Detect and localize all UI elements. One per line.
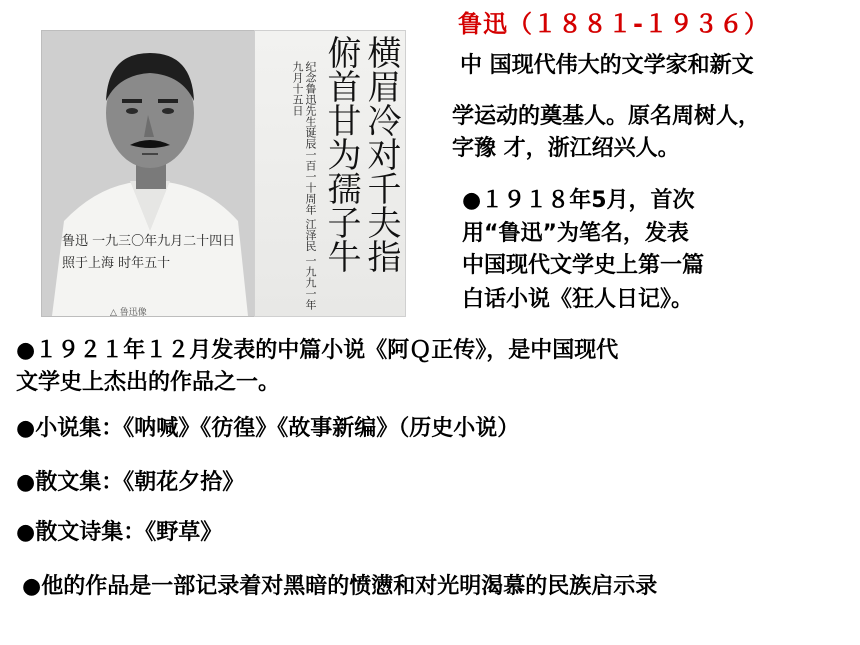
- calligraphy-panel: [254, 30, 406, 317]
- bullet-prose-poems: ●散文诗集：《野草》: [16, 520, 223, 545]
- bullet-1921-line-2: 文学史上杰出的作品之一。: [16, 370, 281, 395]
- bullet-novels: ●小说集：《呐喊》《彷徨》《故事新编》（历史小说）: [16, 416, 520, 441]
- bullet-1918-line-2: 用“鲁迅”为笔名，发表: [462, 221, 689, 246]
- bullet-1918-line-1: ●１９１８年5月，首次: [462, 188, 695, 213]
- photo-signature: 鲁迅 一九三〇年九月二十四日照于上海 时年五十: [62, 234, 236, 271]
- photo-caption: △ 鲁迅像: [110, 308, 147, 318]
- portrait-photo: [41, 30, 256, 317]
- bullet-1918-line-3: 中国现代文学史上第一篇: [462, 253, 705, 278]
- calligraphy-note: 纪念鲁迅先生诞辰一百一十周年 江泽民 一九九一年九月十五日: [291, 61, 317, 310]
- bullet-essays: ●散文集：《朝花夕拾》: [16, 470, 245, 495]
- bullet-1921-line-1: ●１９２１年１２月发表的中篇小说《阿Ｑ正传》，是中国现代: [16, 338, 619, 363]
- intro-line-2: 学运动的奠基人。原名周树人，: [452, 104, 761, 129]
- intro-line-1: 中 国现代伟大的文学家和新文: [460, 53, 754, 78]
- calligraphy-line-2: 俯首甘为孺子牛: [321, 35, 361, 273]
- page-title: 鲁迅（１８８１-１９３６）: [458, 10, 769, 38]
- intro-line-3: 字豫 才，浙江绍兴人。: [452, 136, 680, 161]
- calligraphy-line-1: 横眉冷对千夫指: [361, 35, 401, 273]
- bullet-1918-line-4: 白话小说《狂人日记》。: [462, 287, 694, 312]
- bullet-summary: ●他的作品是一部记录着对黑暗的愤懑和对光明渴慕的民族启示录: [22, 574, 658, 599]
